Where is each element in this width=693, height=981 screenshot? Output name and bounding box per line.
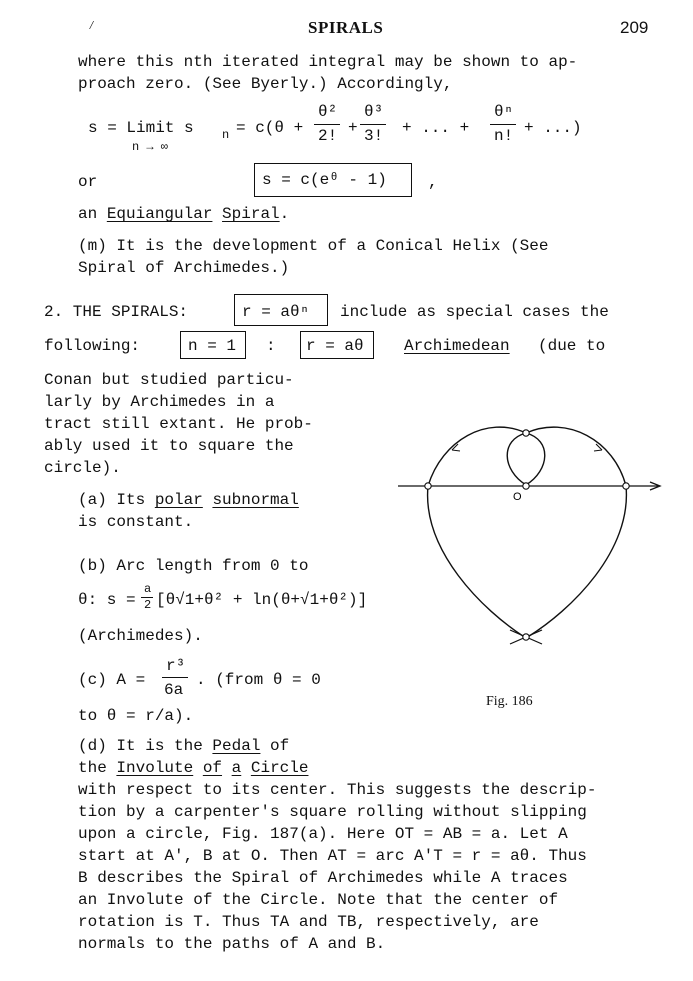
item-m-line-1: (m) It is the development of a Conical Helix (See (78, 237, 549, 255)
term2-den: 2! (318, 127, 338, 145)
term3-bar (360, 124, 386, 125)
margin-mark: ⁄ (88, 19, 96, 33)
item-c-line-2: to θ = r/a). (78, 707, 194, 725)
plus-1: + (348, 119, 358, 137)
series-lhs: s = Limit s (88, 119, 194, 137)
section-2-after: include as special cases the (340, 303, 609, 321)
section-2-label: 2. THE SPIRALS: (44, 303, 189, 321)
term3-den: 3! (364, 127, 384, 145)
paragraph-line-8: normals to the paths of A and B. (78, 935, 386, 953)
origin-label: O (513, 491, 522, 503)
page-title: SPIRALS (308, 18, 384, 37)
following-label: following: (44, 337, 141, 355)
item-c-pre: (c) A = (78, 671, 146, 689)
item-c-num: r³ (166, 657, 186, 675)
series-sub-n: n (222, 128, 230, 142)
term3-num: θ³ (364, 103, 384, 121)
intro-line-1: where this nth iterated integral may be shown to ap- (78, 53, 578, 71)
termn-den: n! (494, 127, 514, 145)
n-equals-1: n = 1 (188, 337, 237, 355)
paragraph-line-6: an Involute of the Circle. Note that the center of (78, 891, 559, 909)
conan-line-4: ably used it to square the (44, 437, 294, 455)
term2-num: θ² (318, 103, 338, 121)
item-c-den: 6a (164, 681, 184, 699)
boxed-comma: , (428, 173, 438, 191)
page-number: 209 (620, 18, 649, 37)
series-dots: + ... + (402, 119, 470, 137)
item-b-line-1: (b) Arc length from 0 to (78, 557, 309, 575)
archimedean-term: Archimedean (404, 337, 510, 355)
paragraph-line-2: tion by a carpenter's square rolling without slipping (78, 803, 587, 821)
conan-line-3: tract still extant. He prob- (44, 415, 313, 433)
conan-line-2: larly by Archimedes in a (44, 393, 275, 411)
figure-caption: Fig. 186 (486, 694, 533, 709)
equiangular-term: Equiangular (106, 205, 213, 223)
involute-term: Involute (116, 759, 194, 777)
item-c-frac-bar (162, 677, 188, 678)
series-tail: + ...) (524, 119, 582, 137)
paragraph-line-3: upon a circle, Fig. 187(a). Here OT = AB = a. Let A (78, 825, 568, 843)
intro-line-2: proach zero. (See Byerly.) Accordingly, (78, 75, 453, 93)
spiral-term: Spiral (222, 205, 280, 223)
due-to: (due to (538, 337, 606, 355)
term2-bar (314, 124, 340, 125)
subnormal-term: subnormal (212, 491, 299, 509)
paragraph-line-5: B describes the Spiral of Archimedes while A traces (78, 869, 568, 887)
polar-term: polar (154, 491, 203, 509)
item-c-post: . (from θ = 0 (196, 671, 321, 689)
r-equals-a-theta: r = aθ (306, 337, 364, 355)
equiangular-line: an Equiangular Spiral. (78, 205, 290, 223)
item-d-line-1: (d) It is the Pedal of (78, 737, 290, 755)
item-b-frac-den: 2 (144, 598, 152, 612)
spiral-formula: r = aθⁿ (242, 303, 310, 321)
item-m-line-2: Spiral of Archimedes.) (78, 259, 290, 277)
pedal-term: Pedal (212, 737, 261, 755)
archimedes-spiral-figure (392, 400, 692, 700)
paragraph-line-7: rotation is T. Thus TA and TB, respectively, are (78, 913, 539, 931)
paragraph-line-1: with respect to its center. This suggests the descrip- (78, 781, 597, 799)
conan-line-1: Conan but studied particu- (44, 371, 294, 389)
item-a-line-1: (a) Its polar subnormal (78, 491, 299, 509)
item-d-line-2: the Involute of a Circle (78, 759, 309, 777)
series-limit: n → ∞ (132, 140, 169, 154)
item-b-frac-num: a (144, 582, 152, 596)
paragraph-line-4: start at A', B at O. Then AT = arc A'T = r = aθ. Thus (78, 847, 587, 865)
item-a-line-2: is constant. (78, 513, 194, 531)
item-b-theta-label: θ: s = (78, 591, 136, 609)
conan-line-5: circle). (44, 459, 121, 477)
colon: : (266, 337, 276, 355)
circle-term: Circle (250, 759, 309, 777)
termn-bar (490, 124, 516, 125)
item-b-line-3: (Archimedes). (78, 627, 203, 645)
item-b-expression: [θ√1+θ² + ln(θ+√1+θ²)] (156, 591, 368, 609)
termn-num: θⁿ (494, 103, 514, 121)
or-label: or (78, 173, 98, 191)
series-open: = c(θ + (236, 119, 304, 137)
boxed-formula: s = c(eᶿ - 1) (262, 171, 387, 189)
